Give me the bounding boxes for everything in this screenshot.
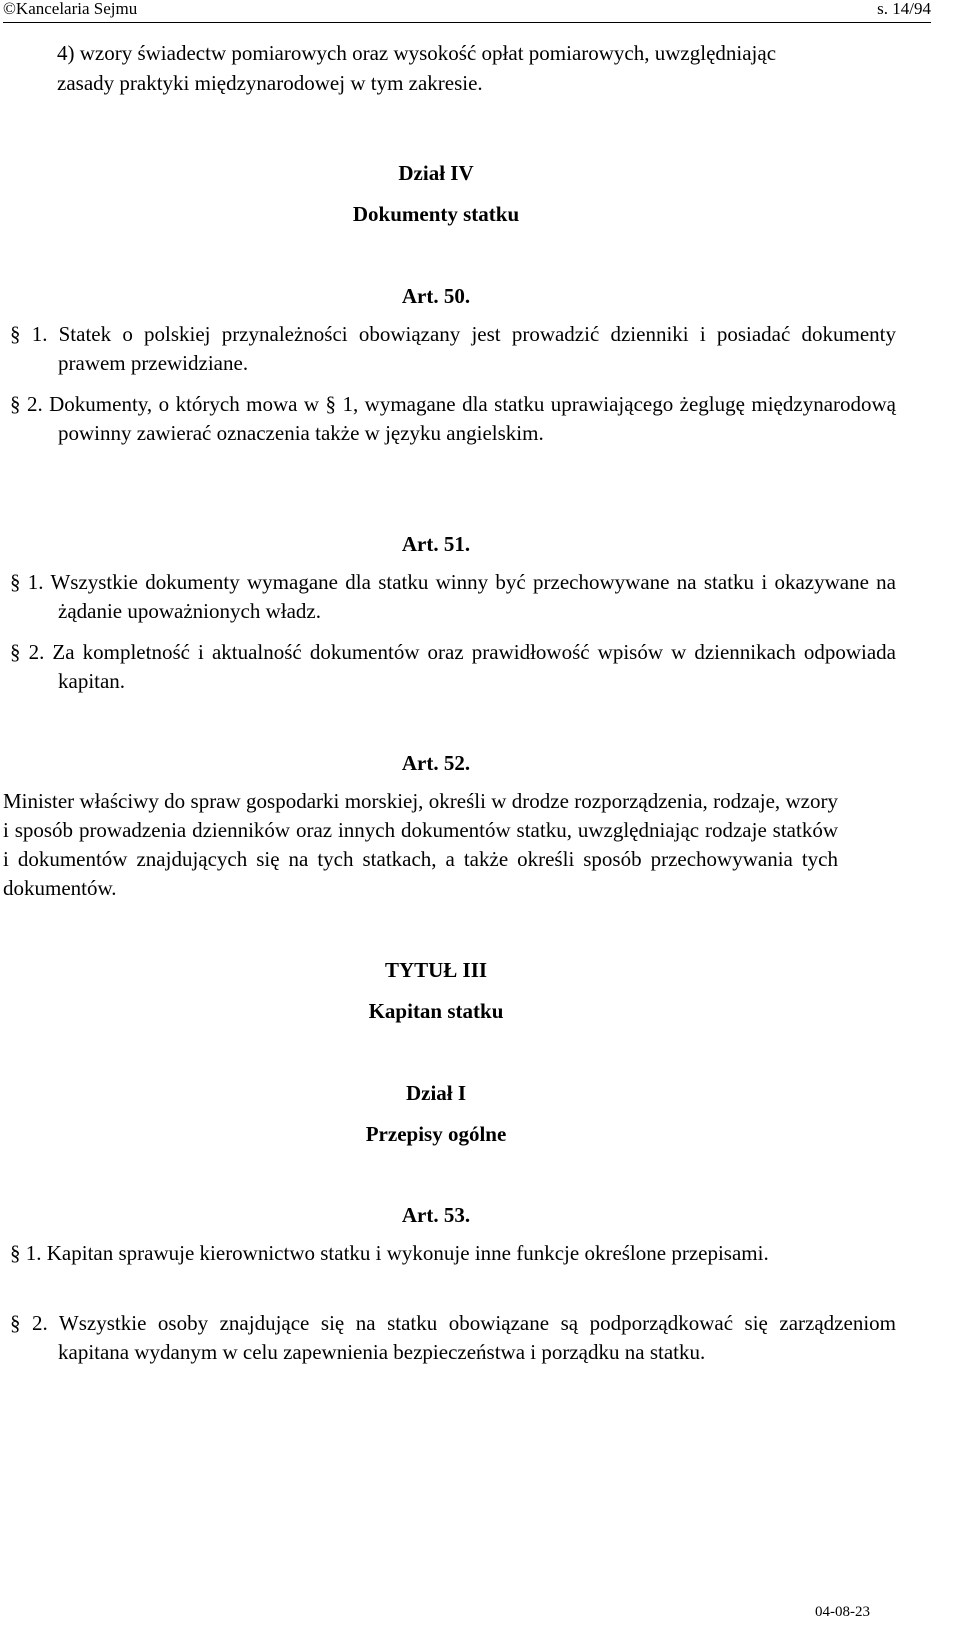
dzial-i-title: Dział I (405, 1081, 467, 1105)
art-53-par-1: § 1. Kapitan sprawuje kierownictwo statku i wykonuje inne funkcje określone przepisami. (10, 1241, 769, 1265)
tytul-iii-title: TYTUŁ III (384, 958, 488, 982)
footer-date: 04-08-23 (815, 1604, 870, 1620)
art-50-par-1: § 1. Statek o polskiej przynależności obowiązany jest prowadzić dzienniki i posiadać dokumenty prawem przewidziane. (10, 322, 896, 375)
art-52-label: Art. 52. (401, 751, 471, 775)
art-50-par-2: § 2. Dokumenty, o których mowa w § 1, wymagane dla statku uprawiającego żeglugę międzynarodową powinny zawierać oznaczenia także w języku angielskim. (10, 392, 896, 445)
dzial-iv-title: Dział IV (398, 161, 474, 185)
art-53-par-2: § 2. Wszystkie osoby znajdujące się na statku obowiązane są podporządkować się zarządzeniom kapitana wydanym w celu zapewnienia bezpieczeństwa i porządku na statku. (10, 1311, 896, 1364)
dzial-iv-subtitle: Dokumenty statku (352, 202, 520, 226)
art-52-text: Minister właściwy do spraw gospodarki morskiej, określi w drodze rozporządzenia, rodzaje, wzory i sposób prowadzenia dzienników oraz innych dokumentów statku, uwzględniając rodzaje statków i dokumentów znajdujących się na tych statkach, a także określi sposób przechowywania tych dokumentów. (3, 789, 838, 900)
dzial-i-subtitle: Przepisy ogólne (365, 1122, 507, 1146)
header-publisher: ©Kancelaria Sejmu (3, 0, 138, 18)
header-page-number: s. 14/94 (877, 0, 931, 18)
item-4-text: 4) wzory świadectw pomiarowych oraz wysokość opłat pomiarowych, uwzględniając zasady praktyki międzynarodowej w tym zakresie. (57, 41, 777, 95)
art-51-par-2: § 2. Za kompletność i aktualność dokumentów oraz prawidłowość wpisów w dziennikach odpowiada kapitan. (10, 640, 896, 693)
art-53-label: Art. 53. (401, 1203, 471, 1227)
art-51-label: Art. 51. (401, 532, 471, 556)
art-50-label: Art. 50. (401, 284, 471, 308)
tytul-iii-subtitle: Kapitan statku (368, 999, 504, 1023)
art-51-par-1: § 1. Wszystkie dokumenty wymagane dla statku winny być przechowywane na statku i okazywane na żądanie upoważnionych władz. (10, 570, 896, 623)
page-header (3, 0, 931, 23)
